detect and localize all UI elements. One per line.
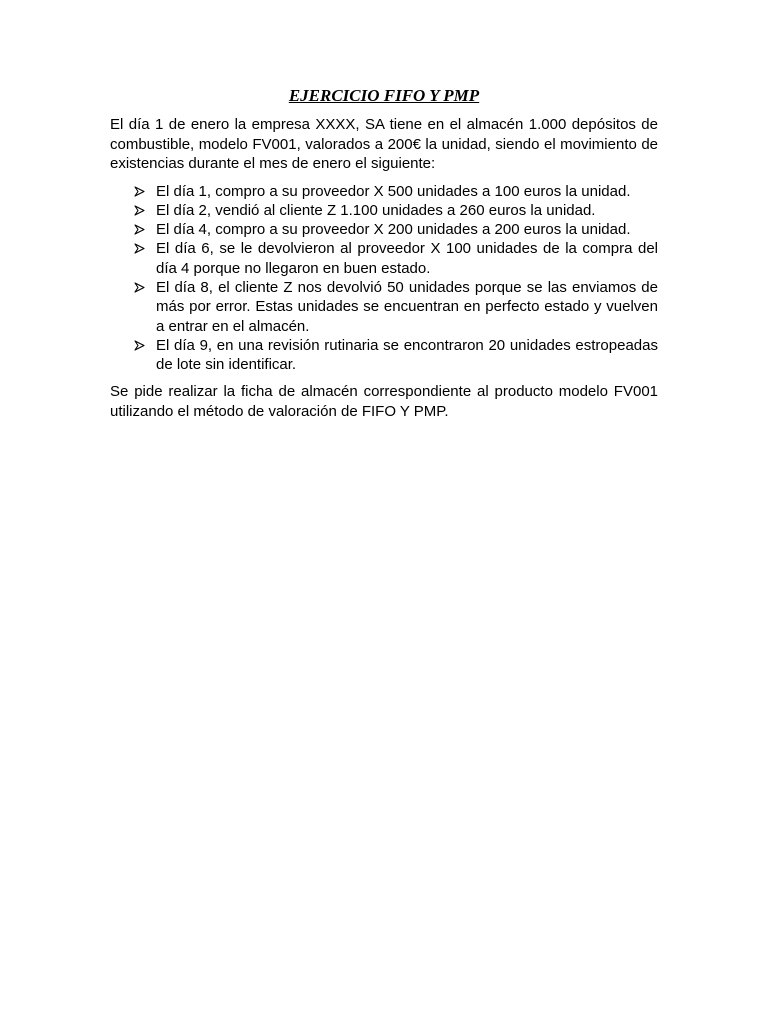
list-item <box>156 278 658 336</box>
list-item <box>156 182 658 201</box>
list-item-text: El día 9, en una revisión rutinaria se encontraron 20 unidades estropeadas de lote sin identificar. <box>156 336 658 374</box>
list-item <box>156 336 658 375</box>
document-page <box>110 86 658 421</box>
arrowhead-bullet-icon <box>133 239 147 258</box>
arrowhead-bullet-icon <box>133 201 147 220</box>
list-item <box>156 201 658 220</box>
closing-paragraph: Se pide realizar la ficha de almacén correspondiente al producto modelo FV001 utilizando el método de valoración de FIFO Y PMP. <box>110 383 658 420</box>
movement-list <box>110 182 658 375</box>
list-item-text: El día 1, compro a su proveedor X 500 unidades a 100 euros la unidad. <box>156 182 631 200</box>
arrowhead-bullet-icon <box>133 336 147 355</box>
arrowhead-bullet-icon <box>133 182 147 201</box>
list-item <box>156 239 658 278</box>
list-item-text: El día 4, compro a su proveedor X 200 unidades a 200 euros la unidad. <box>156 221 631 239</box>
intro-paragraph: El día 1 de enero la empresa XXXX, SA tiene en el almacén 1.000 depósitos de combustible, modelo FV001, valorados a 200€ la unidad, siendo el movimiento de existencias durante el mes de enero el siguiente: <box>110 116 658 172</box>
list-item-text: El día 6, se le devolvieron al proveedor X 100 unidades de la compra del día 4 porque no llegaron en buen estado. <box>156 240 658 277</box>
list-item <box>156 220 658 239</box>
list-item-text: El día 8, el cliente Z nos devolvió 50 unidades porque se las enviamos de más por error. Estas unidades se encuentran en perfecto estado y vuelven a entrar en el almacén. <box>156 278 658 335</box>
list-item-text: El día 2, vendió al cliente Z 1.100 unidades a 260 euros la unidad. <box>156 201 596 219</box>
arrowhead-bullet-icon <box>133 220 147 239</box>
document-title: EJERCICIO FIFO Y PMP <box>288 86 480 105</box>
arrowhead-bullet-icon <box>133 278 147 297</box>
